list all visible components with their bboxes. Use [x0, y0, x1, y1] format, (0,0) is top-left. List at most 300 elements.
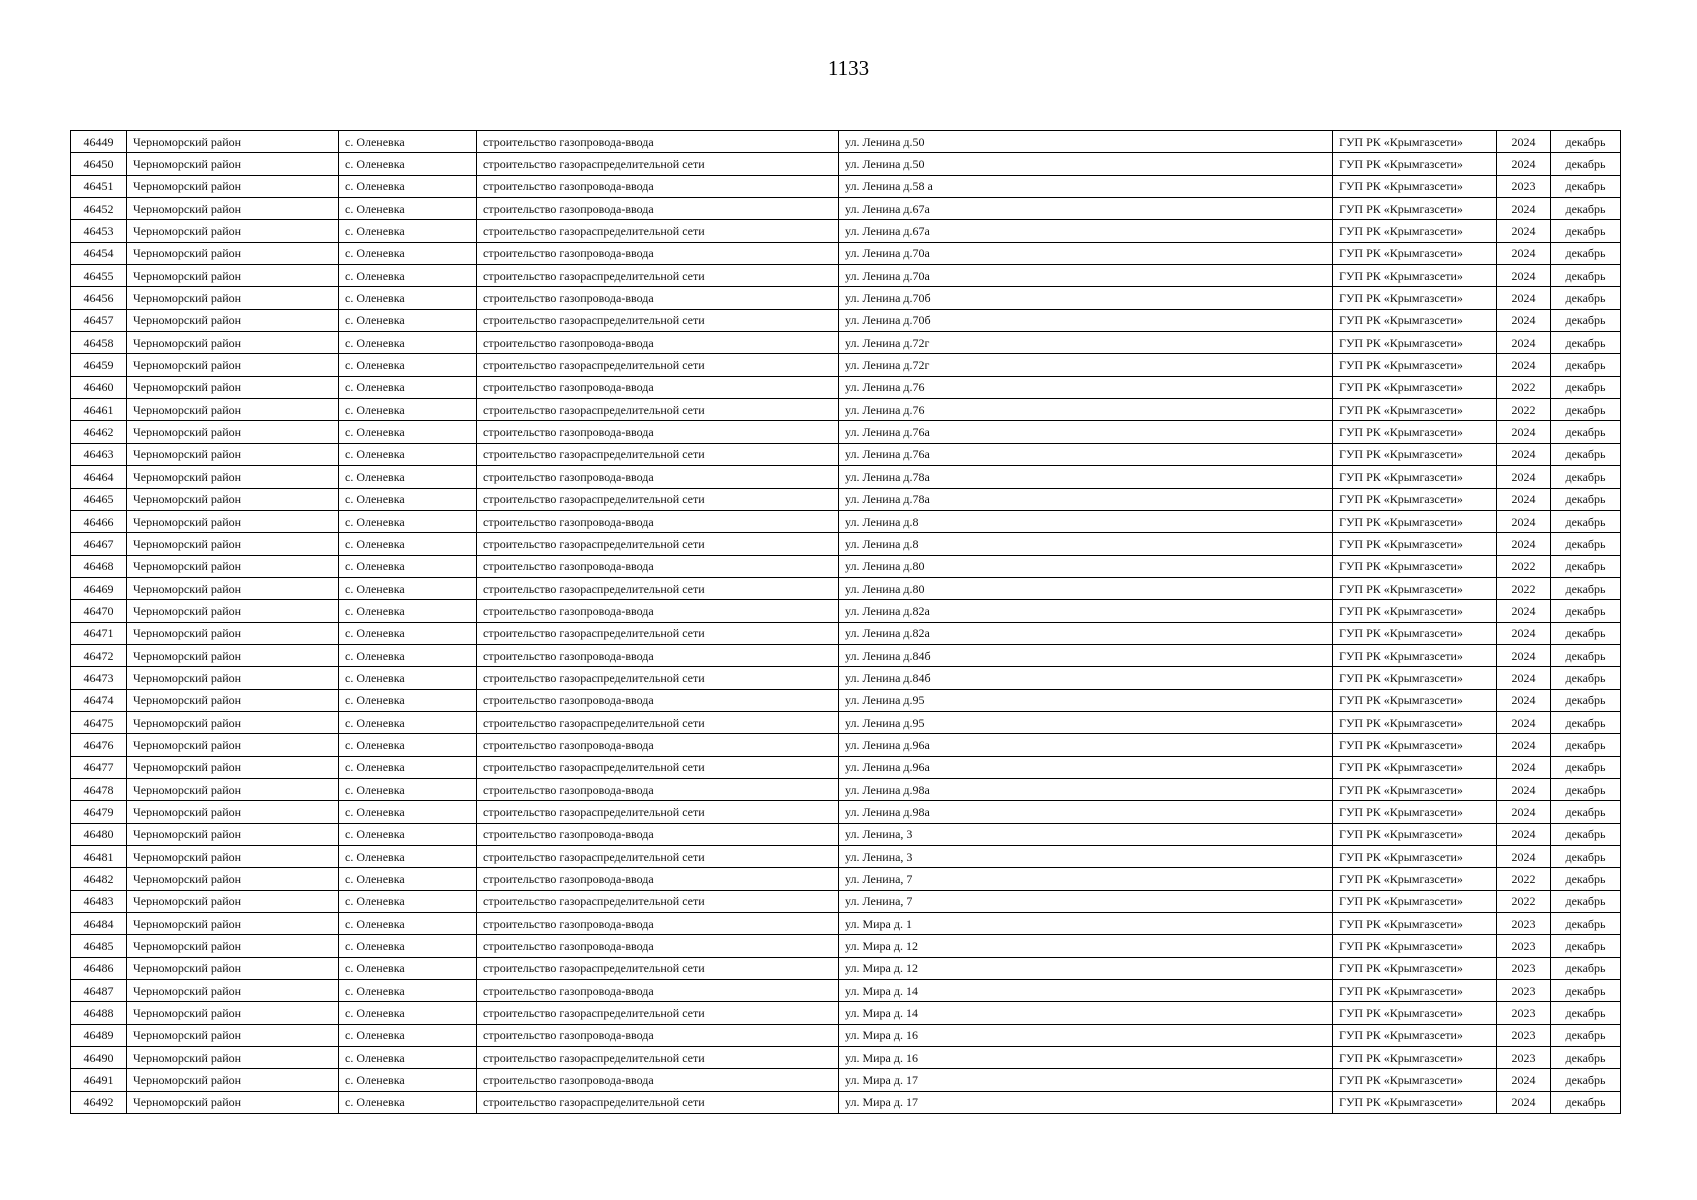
organization-cell: ГУП РК «Крымгазсети»	[1333, 957, 1497, 979]
row-number-cell: 46491	[71, 1069, 127, 1091]
settlement-cell: с. Оленевка	[339, 399, 477, 421]
work-type-cell: строительство газопровода-ввода	[477, 332, 839, 354]
work-type-cell: строительство газораспределительной сети	[477, 153, 839, 175]
row-number-cell: 46459	[71, 354, 127, 376]
table-row	[71, 711, 1621, 733]
settlement-cell: с. Оленевка	[339, 689, 477, 711]
district-cell: Черноморский район	[127, 220, 339, 242]
settlement-cell: с. Оленевка	[339, 823, 477, 845]
settlement-cell: с. Оленевка	[339, 198, 477, 220]
table-row	[71, 533, 1621, 555]
address-cell: ул. Ленина, 3	[839, 846, 1333, 868]
row-number-cell: 46451	[71, 175, 127, 197]
month-cell: декабрь	[1551, 778, 1621, 800]
month-cell: декабрь	[1551, 1069, 1621, 1091]
work-type-cell: строительство газопровода-ввода	[477, 175, 839, 197]
month-cell: декабрь	[1551, 644, 1621, 666]
district-cell: Черноморский район	[127, 287, 339, 309]
district-cell: Черноморский район	[127, 421, 339, 443]
work-type-cell: строительство газопровода-ввода	[477, 644, 839, 666]
table-row	[71, 689, 1621, 711]
work-type-cell: строительство газораспределительной сети	[477, 846, 839, 868]
month-cell: декабрь	[1551, 801, 1621, 823]
year-cell: 2023	[1497, 935, 1551, 957]
work-type-cell: строительство газораспределительной сети	[477, 443, 839, 465]
year-cell: 2024	[1497, 242, 1551, 264]
month-cell: декабрь	[1551, 242, 1621, 264]
address-cell: ул. Ленина д.95	[839, 689, 1333, 711]
district-cell: Черноморский район	[127, 823, 339, 845]
address-cell: ул. Мира д. 17	[839, 1091, 1333, 1113]
settlement-cell: с. Оленевка	[339, 242, 477, 264]
table-row	[71, 443, 1621, 465]
work-type-cell: строительство газораспределительной сети	[477, 354, 839, 376]
settlement-cell: с. Оленевка	[339, 667, 477, 689]
year-cell: 2024	[1497, 600, 1551, 622]
organization-cell: ГУП РК «Крымгазсети»	[1333, 1091, 1497, 1113]
address-cell: ул. Ленина, 3	[839, 823, 1333, 845]
district-cell: Черноморский район	[127, 242, 339, 264]
organization-cell: ГУП РК «Крымгазсети»	[1333, 980, 1497, 1002]
table-body	[71, 131, 1621, 1114]
work-type-cell: строительство газораспределительной сети	[477, 488, 839, 510]
work-type-cell: строительство газораспределительной сети	[477, 890, 839, 912]
month-cell: декабрь	[1551, 309, 1621, 331]
district-cell: Черноморский район	[127, 1024, 339, 1046]
table-row	[71, 1002, 1621, 1024]
table-row	[71, 890, 1621, 912]
month-cell: декабрь	[1551, 957, 1621, 979]
district-cell: Черноморский район	[127, 890, 339, 912]
table-row	[71, 287, 1621, 309]
address-cell: ул. Ленина д.76а	[839, 443, 1333, 465]
work-type-cell: строительство газораспределительной сети	[477, 622, 839, 644]
organization-cell: ГУП РК «Крымгазсети»	[1333, 354, 1497, 376]
year-cell: 2022	[1497, 577, 1551, 599]
organization-cell: ГУП РК «Крымгазсети»	[1333, 242, 1497, 264]
year-cell: 2023	[1497, 1047, 1551, 1069]
district-cell: Черноморский район	[127, 734, 339, 756]
year-cell: 2024	[1497, 778, 1551, 800]
table-row	[71, 265, 1621, 287]
settlement-cell: с. Оленевка	[339, 1091, 477, 1113]
year-cell: 2024	[1497, 533, 1551, 555]
row-number-cell: 46456	[71, 287, 127, 309]
settlement-cell: с. Оленевка	[339, 265, 477, 287]
organization-cell: ГУП РК «Крымгазсети»	[1333, 466, 1497, 488]
month-cell: декабрь	[1551, 287, 1621, 309]
year-cell: 2022	[1497, 376, 1551, 398]
month-cell: декабрь	[1551, 354, 1621, 376]
organization-cell: ГУП РК «Крымгазсети»	[1333, 1024, 1497, 1046]
work-type-cell: строительство газораспределительной сети	[477, 1002, 839, 1024]
organization-cell: ГУП РК «Крымгазсети»	[1333, 399, 1497, 421]
year-cell: 2023	[1497, 980, 1551, 1002]
table-row	[71, 756, 1621, 778]
work-type-cell: строительство газораспределительной сети	[477, 957, 839, 979]
row-number-cell: 46472	[71, 644, 127, 666]
settlement-cell: с. Оленевка	[339, 734, 477, 756]
address-cell: ул. Ленина д.84б	[839, 667, 1333, 689]
work-type-cell: строительство газораспределительной сети	[477, 711, 839, 733]
row-number-cell: 46452	[71, 198, 127, 220]
table-row	[71, 846, 1621, 868]
year-cell: 2024	[1497, 265, 1551, 287]
month-cell: декабрь	[1551, 443, 1621, 465]
address-cell: ул. Мира д. 14	[839, 980, 1333, 1002]
month-cell: декабрь	[1551, 667, 1621, 689]
address-cell: ул. Ленина д.82а	[839, 600, 1333, 622]
row-number-cell: 46485	[71, 935, 127, 957]
month-cell: декабрь	[1551, 689, 1621, 711]
organization-cell: ГУП РК «Крымгазсети»	[1333, 801, 1497, 823]
work-type-cell: строительство газопровода-ввода	[477, 510, 839, 532]
table-row	[71, 1091, 1621, 1113]
settlement-cell: с. Оленевка	[339, 846, 477, 868]
address-cell: ул. Ленина д.72г	[839, 332, 1333, 354]
district-cell: Черноморский район	[127, 510, 339, 532]
work-type-cell: строительство газопровода-ввода	[477, 823, 839, 845]
settlement-cell: с. Оленевка	[339, 153, 477, 175]
year-cell: 2024	[1497, 131, 1551, 153]
year-cell: 2024	[1497, 466, 1551, 488]
district-cell: Черноморский район	[127, 846, 339, 868]
year-cell: 2024	[1497, 711, 1551, 733]
year-cell: 2024	[1497, 846, 1551, 868]
settlement-cell: с. Оленевка	[339, 890, 477, 912]
year-cell: 2024	[1497, 421, 1551, 443]
month-cell: декабрь	[1551, 376, 1621, 398]
month-cell: декабрь	[1551, 1002, 1621, 1024]
organization-cell: ГУП РК «Крымгазсети»	[1333, 443, 1497, 465]
row-number-cell: 46449	[71, 131, 127, 153]
month-cell: декабрь	[1551, 622, 1621, 644]
address-cell: ул. Ленина д.96а	[839, 756, 1333, 778]
organization-cell: ГУП РК «Крымгазсети»	[1333, 220, 1497, 242]
row-number-cell: 46469	[71, 577, 127, 599]
district-cell: Черноморский район	[127, 198, 339, 220]
month-cell: декабрь	[1551, 913, 1621, 935]
table-row	[71, 131, 1621, 153]
settlement-cell: с. Оленевка	[339, 1002, 477, 1024]
organization-cell: ГУП РК «Крымгазсети»	[1333, 823, 1497, 845]
row-number-cell: 46462	[71, 421, 127, 443]
work-type-cell: строительство газораспределительной сети	[477, 1047, 839, 1069]
year-cell: 2024	[1497, 510, 1551, 532]
address-cell: ул. Мира д. 17	[839, 1069, 1333, 1091]
work-type-cell: строительство газораспределительной сети	[477, 577, 839, 599]
month-cell: декабрь	[1551, 198, 1621, 220]
row-number-cell: 46492	[71, 1091, 127, 1113]
row-number-cell: 46474	[71, 689, 127, 711]
row-number-cell: 46487	[71, 980, 127, 1002]
district-cell: Черноморский район	[127, 980, 339, 1002]
organization-cell: ГУП РК «Крымгазсети»	[1333, 622, 1497, 644]
organization-cell: ГУП РК «Крымгазсети»	[1333, 287, 1497, 309]
month-cell: декабрь	[1551, 1091, 1621, 1113]
address-cell: ул. Мира д. 1	[839, 913, 1333, 935]
settlement-cell: с. Оленевка	[339, 443, 477, 465]
work-type-cell: строительство газопровода-ввода	[477, 242, 839, 264]
row-number-cell: 46471	[71, 622, 127, 644]
settlement-cell: с. Оленевка	[339, 555, 477, 577]
organization-cell: ГУП РК «Крымгазсети»	[1333, 1002, 1497, 1024]
table-row	[71, 1024, 1621, 1046]
table-row	[71, 868, 1621, 890]
row-number-cell: 46458	[71, 332, 127, 354]
work-type-cell: строительство газораспределительной сети	[477, 801, 839, 823]
month-cell: декабрь	[1551, 399, 1621, 421]
organization-cell: ГУП РК «Крымгазсети»	[1333, 1047, 1497, 1069]
settlement-cell: с. Оленевка	[339, 935, 477, 957]
table-row	[71, 354, 1621, 376]
address-cell: ул. Ленина д.76а	[839, 421, 1333, 443]
organization-cell: ГУП РК «Крымгазсети»	[1333, 332, 1497, 354]
settlement-cell: с. Оленевка	[339, 756, 477, 778]
table-row	[71, 309, 1621, 331]
organization-cell: ГУП РК «Крымгазсети»	[1333, 198, 1497, 220]
settlement-cell: с. Оленевка	[339, 1069, 477, 1091]
address-cell: ул. Ленина д.78а	[839, 466, 1333, 488]
address-cell: ул. Ленина д.67а	[839, 198, 1333, 220]
address-cell: ул. Ленина д.8	[839, 510, 1333, 532]
address-cell: ул. Мира д. 12	[839, 935, 1333, 957]
month-cell: декабрь	[1551, 756, 1621, 778]
year-cell: 2024	[1497, 220, 1551, 242]
district-cell: Черноморский район	[127, 466, 339, 488]
settlement-cell: с. Оленевка	[339, 488, 477, 510]
month-cell: декабрь	[1551, 555, 1621, 577]
row-number-cell: 46453	[71, 220, 127, 242]
work-type-cell: строительство газопровода-ввода	[477, 1024, 839, 1046]
settlement-cell: с. Оленевка	[339, 600, 477, 622]
month-cell: декабрь	[1551, 980, 1621, 1002]
year-cell: 2022	[1497, 890, 1551, 912]
gasification-registry-table	[70, 130, 1621, 1114]
address-cell: ул. Ленина д.84б	[839, 644, 1333, 666]
row-number-cell: 46479	[71, 801, 127, 823]
organization-cell: ГУП РК «Крымгазсети»	[1333, 153, 1497, 175]
district-cell: Черноморский район	[127, 1069, 339, 1091]
work-type-cell: строительство газопровода-ввода	[477, 555, 839, 577]
address-cell: ул. Ленина д.76	[839, 376, 1333, 398]
organization-cell: ГУП РК «Крымгазсети»	[1333, 644, 1497, 666]
row-number-cell: 46473	[71, 667, 127, 689]
settlement-cell: с. Оленевка	[339, 868, 477, 890]
year-cell: 2023	[1497, 1002, 1551, 1024]
address-cell: ул. Ленина д.70б	[839, 287, 1333, 309]
month-cell: декабрь	[1551, 488, 1621, 510]
address-cell: ул. Ленина д.67а	[839, 220, 1333, 242]
work-type-cell: строительство газораспределительной сети	[477, 265, 839, 287]
address-cell: ул. Ленина д.72г	[839, 354, 1333, 376]
settlement-cell: с. Оленевка	[339, 1024, 477, 1046]
address-cell: ул. Мира д. 12	[839, 957, 1333, 979]
year-cell: 2024	[1497, 667, 1551, 689]
settlement-cell: с. Оленевка	[339, 957, 477, 979]
district-cell: Черноморский район	[127, 600, 339, 622]
work-type-cell: строительство газопровода-ввода	[477, 980, 839, 1002]
district-cell: Черноморский район	[127, 153, 339, 175]
month-cell: декабрь	[1551, 935, 1621, 957]
table-row	[71, 332, 1621, 354]
month-cell: декабрь	[1551, 131, 1621, 153]
row-number-cell: 46481	[71, 846, 127, 868]
table-row	[71, 667, 1621, 689]
year-cell: 2024	[1497, 644, 1551, 666]
organization-cell: ГУП РК «Крымгазсети»	[1333, 868, 1497, 890]
work-type-cell: строительство газораспределительной сети	[477, 667, 839, 689]
district-cell: Черноморский район	[127, 756, 339, 778]
table-row	[71, 220, 1621, 242]
table-row	[71, 175, 1621, 197]
district-cell: Черноморский район	[127, 443, 339, 465]
organization-cell: ГУП РК «Крымгазсети»	[1333, 376, 1497, 398]
organization-cell: ГУП РК «Крымгазсети»	[1333, 555, 1497, 577]
month-cell: декабрь	[1551, 846, 1621, 868]
address-cell: ул. Ленина д.96а	[839, 734, 1333, 756]
settlement-cell: с. Оленевка	[339, 131, 477, 153]
month-cell: декабрь	[1551, 1047, 1621, 1069]
organization-cell: ГУП РК «Крымгазсети»	[1333, 667, 1497, 689]
settlement-cell: с. Оленевка	[339, 175, 477, 197]
district-cell: Черноморский район	[127, 1047, 339, 1069]
work-type-cell: строительство газопровода-ввода	[477, 131, 839, 153]
year-cell: 2024	[1497, 801, 1551, 823]
month-cell: декабрь	[1551, 823, 1621, 845]
table-row	[71, 801, 1621, 823]
organization-cell: ГУП РК «Крымгазсети»	[1333, 309, 1497, 331]
table-row	[71, 466, 1621, 488]
organization-cell: ГУП РК «Крымгазсети»	[1333, 488, 1497, 510]
row-number-cell: 46463	[71, 443, 127, 465]
row-number-cell: 46450	[71, 153, 127, 175]
district-cell: Черноморский район	[127, 399, 339, 421]
address-cell: ул. Мира д. 16	[839, 1047, 1333, 1069]
address-cell: ул. Ленина д.80	[839, 555, 1333, 577]
month-cell: декабрь	[1551, 421, 1621, 443]
row-number-cell: 46457	[71, 309, 127, 331]
address-cell: ул. Ленина д.98а	[839, 778, 1333, 800]
month-cell: декабрь	[1551, 890, 1621, 912]
table-row	[71, 1069, 1621, 1091]
district-cell: Черноморский район	[127, 644, 339, 666]
district-cell: Черноморский район	[127, 533, 339, 555]
row-number-cell: 46482	[71, 868, 127, 890]
settlement-cell: с. Оленевка	[339, 376, 477, 398]
work-type-cell: строительство газораспределительной сети	[477, 1091, 839, 1113]
district-cell: Черноморский район	[127, 935, 339, 957]
year-cell: 2024	[1497, 309, 1551, 331]
address-cell: ул. Ленина д.50	[839, 153, 1333, 175]
organization-cell: ГУП РК «Крымгазсети»	[1333, 846, 1497, 868]
row-number-cell: 46483	[71, 890, 127, 912]
row-number-cell: 46454	[71, 242, 127, 264]
page-number: 1133	[827, 56, 870, 80]
row-number-cell: 46460	[71, 376, 127, 398]
district-cell: Черноморский район	[127, 913, 339, 935]
work-type-cell: строительство газопровода-ввода	[477, 466, 839, 488]
year-cell: 2024	[1497, 1091, 1551, 1113]
address-cell: ул. Ленина, 7	[839, 868, 1333, 890]
address-cell: ул. Ленина д.82а	[839, 622, 1333, 644]
address-cell: ул. Ленина д.50	[839, 131, 1333, 153]
settlement-cell: с. Оленевка	[339, 309, 477, 331]
settlement-cell: с. Оленевка	[339, 778, 477, 800]
month-cell: декабрь	[1551, 510, 1621, 532]
settlement-cell: с. Оленевка	[339, 510, 477, 532]
work-type-cell: строительство газораспределительной сети	[477, 309, 839, 331]
row-number-cell: 46477	[71, 756, 127, 778]
year-cell: 2022	[1497, 399, 1551, 421]
district-cell: Черноморский район	[127, 622, 339, 644]
organization-cell: ГУП РК «Крымгазсети»	[1333, 913, 1497, 935]
work-type-cell: строительство газопровода-ввода	[477, 935, 839, 957]
settlement-cell: с. Оленевка	[339, 644, 477, 666]
year-cell: 2023	[1497, 1024, 1551, 1046]
settlement-cell: с. Оленевка	[339, 913, 477, 935]
district-cell: Черноморский район	[127, 376, 339, 398]
work-type-cell: строительство газопровода-ввода	[477, 421, 839, 443]
work-type-cell: строительство газораспределительной сети	[477, 220, 839, 242]
district-cell: Черноморский район	[127, 488, 339, 510]
address-cell: ул. Мира д. 14	[839, 1002, 1333, 1024]
organization-cell: ГУП РК «Крымгазсети»	[1333, 756, 1497, 778]
district-cell: Черноморский район	[127, 957, 339, 979]
organization-cell: ГУП РК «Крымгазсети»	[1333, 935, 1497, 957]
month-cell: декабрь	[1551, 734, 1621, 756]
district-cell: Черноморский район	[127, 555, 339, 577]
table-row	[71, 935, 1621, 957]
month-cell: декабрь	[1551, 533, 1621, 555]
table-row	[71, 823, 1621, 845]
organization-cell: ГУП РК «Крымгазсети»	[1333, 510, 1497, 532]
settlement-cell: с. Оленевка	[339, 287, 477, 309]
table-row	[71, 555, 1621, 577]
table-row	[71, 600, 1621, 622]
settlement-cell: с. Оленевка	[339, 332, 477, 354]
organization-cell: ГУП РК «Крымгазсети»	[1333, 131, 1497, 153]
table-row	[71, 644, 1621, 666]
address-cell: ул. Ленина д.70б	[839, 309, 1333, 331]
settlement-cell: с. Оленевка	[339, 220, 477, 242]
year-cell: 2024	[1497, 1069, 1551, 1091]
year-cell: 2022	[1497, 868, 1551, 890]
address-cell: ул. Ленина д.80	[839, 577, 1333, 599]
settlement-cell: с. Оленевка	[339, 466, 477, 488]
organization-cell: ГУП РК «Крымгазсети»	[1333, 600, 1497, 622]
settlement-cell: с. Оленевка	[339, 577, 477, 599]
year-cell: 2024	[1497, 332, 1551, 354]
row-number-cell: 46468	[71, 555, 127, 577]
year-cell: 2024	[1497, 488, 1551, 510]
organization-cell: ГУП РК «Крымгазсети»	[1333, 577, 1497, 599]
table-row	[71, 421, 1621, 443]
row-number-cell: 46484	[71, 913, 127, 935]
work-type-cell: строительство газораспределительной сети	[477, 756, 839, 778]
work-type-cell: строительство газопровода-ввода	[477, 868, 839, 890]
month-cell: декабрь	[1551, 600, 1621, 622]
organization-cell: ГУП РК «Крымгазсети»	[1333, 175, 1497, 197]
district-cell: Черноморский район	[127, 711, 339, 733]
address-cell: ул. Ленина д.78а	[839, 488, 1333, 510]
month-cell: декабрь	[1551, 868, 1621, 890]
row-number-cell: 46488	[71, 1002, 127, 1024]
work-type-cell: строительство газопровода-ввода	[477, 376, 839, 398]
table-row	[71, 510, 1621, 532]
work-type-cell: строительство газопровода-ввода	[477, 198, 839, 220]
row-number-cell: 46470	[71, 600, 127, 622]
